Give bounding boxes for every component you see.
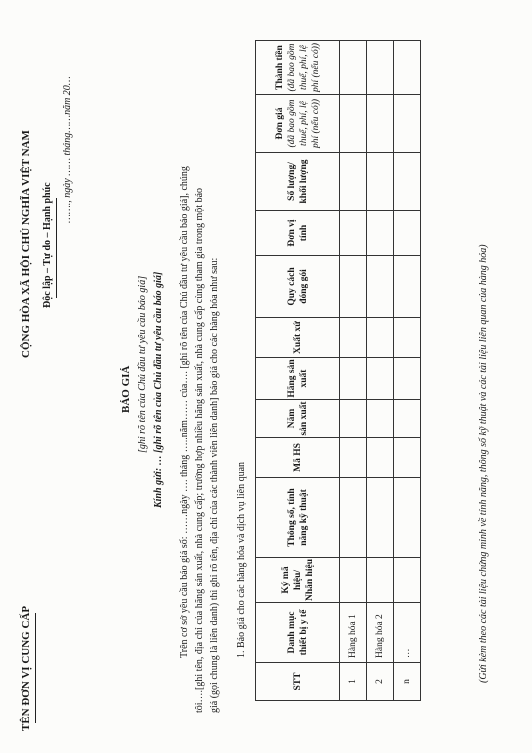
recipient-line: Kính gửi: … [ghi rõ tên của Chủ đầu tư yêu cầu báo giá] — [153, 271, 164, 508]
row-item-name: … — [394, 603, 421, 663]
header-cell: Danh mục thiết bị y tế — [256, 603, 340, 663]
row-item-name: Hàng hóa 1 — [340, 603, 367, 663]
nation-title: CỘNG HÒA XÃ HỘI CHỦ NGHĨA VIỆT NAM — [20, 130, 32, 358]
document-date: ……., ngày …… tháng……năm 20… — [62, 76, 73, 223]
table-header-row — [256, 41, 340, 701]
header-cell: Ký mã hiệu/ Nhãn hiệu — [256, 558, 340, 603]
table-row — [367, 41, 394, 701]
header-cell: Năm sản xuất — [256, 400, 340, 438]
quotation-table — [255, 40, 421, 701]
row-stt: 2 — [367, 663, 394, 701]
motto: Độc lập – Tự do – Hạnh phúc — [42, 182, 53, 308]
header-cell: Quy cách đóng gói — [256, 256, 340, 318]
header-cell: Đơn giá (đã bao gồm thuế, phí, lệ phí (nếu có)) — [256, 95, 340, 153]
section-1-heading: 1. Báo giá cho các hàng hóa và dịch vụ liên quan — [236, 461, 247, 658]
table-row — [394, 41, 421, 701]
header-cell: Đơn vị tính — [256, 211, 340, 256]
table-row — [340, 41, 367, 701]
header-cell: Mã HS — [256, 438, 340, 478]
motto-underline — [56, 198, 57, 298]
header-cell: Hãng sản xuất — [256, 358, 340, 400]
body-line-2: tôi….[ghi tên, địa chỉ của hãng sản xuất, nhà cung cấp; trường hợp nhiều hãng sản xuất, nhà cung cấp cùng tham gia trong một báo — [194, 187, 205, 713]
row-stt: n — [394, 663, 421, 701]
row-item-name: Hàng hóa 2 — [367, 603, 394, 663]
header-cell: Thông số, tính năng kỹ thuật — [256, 478, 340, 558]
org-name: TÊN ĐƠN VỊ CUNG CẤP — [20, 605, 32, 731]
body-line-3: giá (gọi chung là liên danh) thì ghi rõ tên, địa chỉ của các thành viên liên danh] báo giá cho các hàng hóa như sau: — [209, 257, 220, 713]
document-title: BÁO GIÁ — [120, 365, 132, 413]
header-cell: STT — [256, 663, 340, 701]
document-subtitle: [ghi rõ tên của Chủ đầu tư yêu cầu báo giá] — [137, 275, 148, 453]
header-cell: Xuất xứ — [256, 318, 340, 358]
attachment-note: (Gửi kèm theo các tài liệu chứng minh về tính năng, thông số kỹ thuật và các tài liệu liên quan của hàng hóa) — [478, 244, 489, 683]
row-stt: 1 — [340, 663, 367, 701]
header-cell: Số lượng/ khối lượng — [256, 153, 340, 211]
header-cell: Thành tiền (đã bao gồm thuế, phí, lệ phí (nếu có)) — [256, 41, 340, 95]
body-line-1: Trên cơ sở yêu cầu báo giá số: ……ngày …. tháng …..năm…… của…. [ghi rõ tên của Chủ đầu tư yêu cầu báo giá], chúng — [179, 166, 190, 658]
org-underline — [35, 613, 36, 723]
